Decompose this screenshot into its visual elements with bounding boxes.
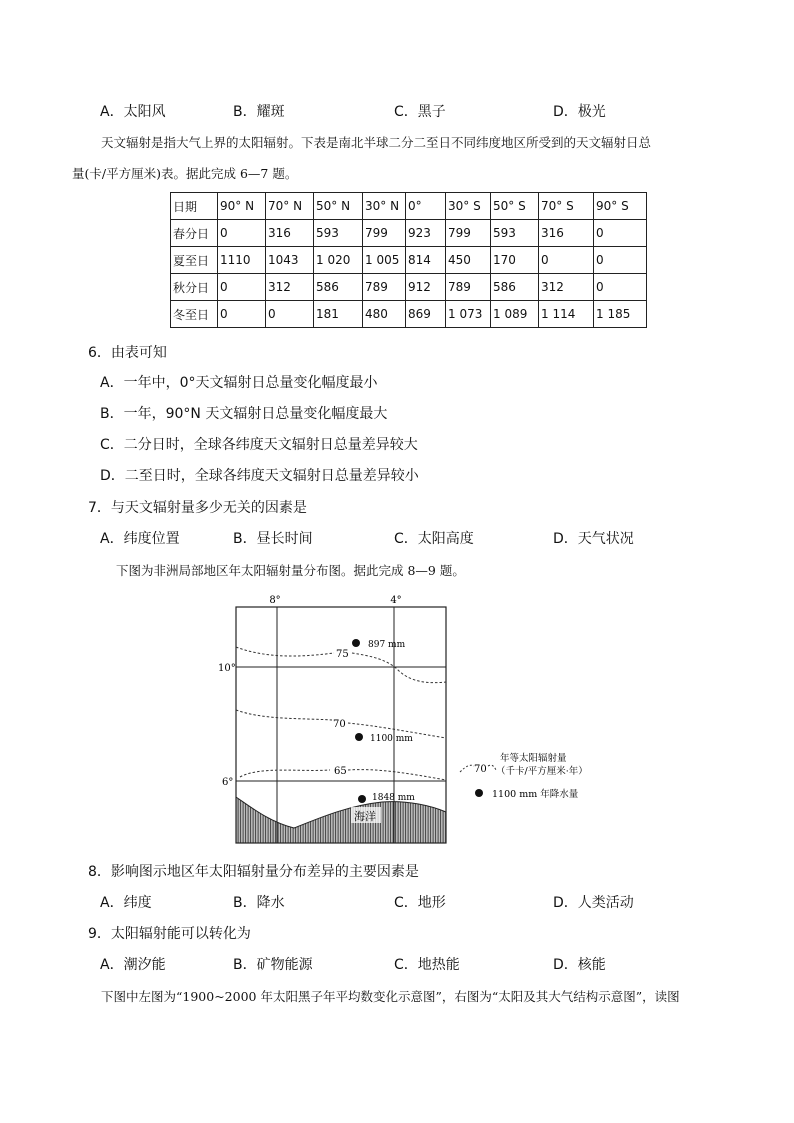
legend-dot <box>475 789 483 797</box>
intro-6-7-line2: 量(卡/平方厘米)表。据此完成 6—7 题。 <box>72 166 298 181</box>
q8-option-b: B．降水 <box>233 895 285 911</box>
table-cell: 0 <box>539 247 594 274</box>
table-cell: 586 <box>314 274 363 301</box>
table-cell: 170 <box>491 247 539 274</box>
table-cell: 480 <box>363 301 406 328</box>
q7-stem: 7．与天文辐射量多少无关的因素是 <box>88 500 307 516</box>
table-cell: 0 <box>594 247 647 274</box>
lon-label-4: 4° <box>390 595 402 606</box>
isoline-label-75: 75 <box>336 649 349 660</box>
legend-isoline-unit: （千卡/平方厘米·年） <box>496 766 588 777</box>
lon-label-8: 8° <box>269 595 281 606</box>
isoline-label-70: 70 <box>333 719 346 730</box>
table-header-cell: 0° <box>406 193 446 220</box>
table-cell: 1 089 <box>491 301 539 328</box>
table-cell: 1 005 <box>363 247 406 274</box>
table-cell: 312 <box>539 274 594 301</box>
legend-isoline-value: 70 <box>474 764 487 775</box>
table-cell: 869 <box>406 301 446 328</box>
station-dot <box>352 639 360 647</box>
table-cell: 夏至日 <box>171 247 218 274</box>
table-cell: 912 <box>406 274 446 301</box>
q9-option-a: A．潮汐能 <box>100 957 166 973</box>
table-header-cell: 50° S <box>491 193 539 220</box>
q9-option-c: C．地热能 <box>394 957 460 973</box>
table-cell: 1 020 <box>314 247 363 274</box>
table-header-cell: 70° S <box>539 193 594 220</box>
intro-6-7-line1: 天文辐射是指大气上界的太阳辐射。下表是南北半球二分二至日不同纬度地区所受到的天文辐射日总 <box>101 135 652 150</box>
table-cell: 冬至日 <box>171 301 218 328</box>
station-label: 1848 mm <box>372 793 415 803</box>
table-header-cell: 日期 <box>171 193 218 220</box>
table-cell: 181 <box>314 301 363 328</box>
table-cell: 316 <box>539 220 594 247</box>
table-header-cell: 30° N <box>363 193 406 220</box>
q5-option-a: A．太阳风 <box>100 104 166 120</box>
table-cell: 0 <box>218 274 266 301</box>
ocean-label: 海洋 <box>354 810 376 823</box>
legend-isoline-sample-tail <box>488 765 496 770</box>
table-cell: 923 <box>406 220 446 247</box>
table-cell: 789 <box>446 274 491 301</box>
table-cell: 814 <box>406 247 446 274</box>
intro-last: 下图中左图为“1900~2000 年太阳黑子年平均数变化示意图”，右图为“太阳及其大气结构示意图”，读图 <box>101 989 680 1004</box>
q8-option-d: D．人类活动 <box>553 895 634 911</box>
table-cell: 1110 <box>218 247 266 274</box>
table-cell: 0 <box>594 274 647 301</box>
q8-stem: 8．影响图示地区年太阳辐射量分布差异的主要因素是 <box>88 864 419 880</box>
table-cell: 586 <box>491 274 539 301</box>
table-header-cell: 50° N <box>314 193 363 220</box>
isoline-label-65: 65 <box>334 766 347 777</box>
table-cell: 0 <box>218 220 266 247</box>
table-header-cell: 90° N <box>218 193 266 220</box>
lat-label-6: 6° <box>222 777 234 788</box>
lat-label-10: 10° <box>218 663 236 674</box>
table-cell: 450 <box>446 247 491 274</box>
station-label: 1100 mm <box>370 734 413 744</box>
station-dot <box>355 733 363 741</box>
table-header-cell: 30° S <box>446 193 491 220</box>
table-cell: 316 <box>266 220 314 247</box>
q6-option-c: C．二分日时，全球各纬度天文辐射日总量差异较大 <box>100 437 418 453</box>
q7-option-d: D．天气状况 <box>553 531 634 547</box>
table-cell: 秋分日 <box>171 274 218 301</box>
table-cell: 799 <box>446 220 491 247</box>
table-cell: 1 114 <box>539 301 594 328</box>
station-dot <box>358 795 366 803</box>
q5-option-d: D．极光 <box>553 104 606 120</box>
q7-option-b: B．昼长时间 <box>233 531 313 547</box>
legend-isoline-sample <box>460 765 474 772</box>
table-cell: 593 <box>314 220 363 247</box>
q5-option-b: B．耀斑 <box>233 104 285 120</box>
table-cell: 春分日 <box>171 220 218 247</box>
table-cell: 0 <box>218 301 266 328</box>
q9-stem: 9．太阳辐射能可以转化为 <box>88 926 251 942</box>
table-cell: 789 <box>363 274 406 301</box>
table-cell: 799 <box>363 220 406 247</box>
legend-isoline-title: 年等太阳辐射量 <box>500 753 567 764</box>
q7-option-c: C．太阳高度 <box>394 531 474 547</box>
q9-option-d: D．核能 <box>553 957 606 973</box>
table-cell: 1043 <box>266 247 314 274</box>
q6-option-d: D．二至日时，全球各纬度天文辐射日总量差异较小 <box>100 468 419 484</box>
q8-option-c: C．地形 <box>394 895 446 911</box>
intro-8-9: 下图为非洲局部地区年太阳辐射量分布图。据此完成 8—9 题。 <box>116 563 465 578</box>
q9-option-b: B．矿物能源 <box>233 957 313 973</box>
table-cell: 0 <box>266 301 314 328</box>
ocean-area <box>236 797 446 843</box>
q6-option-b: B．一年，90°N 天文辐射日总量变化幅度最大 <box>100 406 388 422</box>
station-label: 897 mm <box>368 640 406 650</box>
q5-option-c: C．黑子 <box>394 104 446 120</box>
q6-option-a: A．一年中，0°天文辐射日总量变化幅度最小 <box>100 375 378 391</box>
table-cell: 593 <box>491 220 539 247</box>
table-cell: 0 <box>594 220 647 247</box>
legend-dot-label: 1100 mm 年降水量 <box>492 789 579 800</box>
q7-option-a: A．纬度位置 <box>100 531 180 547</box>
table-header-cell: 90° S <box>594 193 647 220</box>
q6-stem: 6．由表可知 <box>88 345 167 361</box>
table-cell: 312 <box>266 274 314 301</box>
q8-option-a: A．纬度 <box>100 895 152 911</box>
table-cell: 1 185 <box>594 301 647 328</box>
table-cell: 1 073 <box>446 301 491 328</box>
table-header-cell: 70° N <box>266 193 314 220</box>
